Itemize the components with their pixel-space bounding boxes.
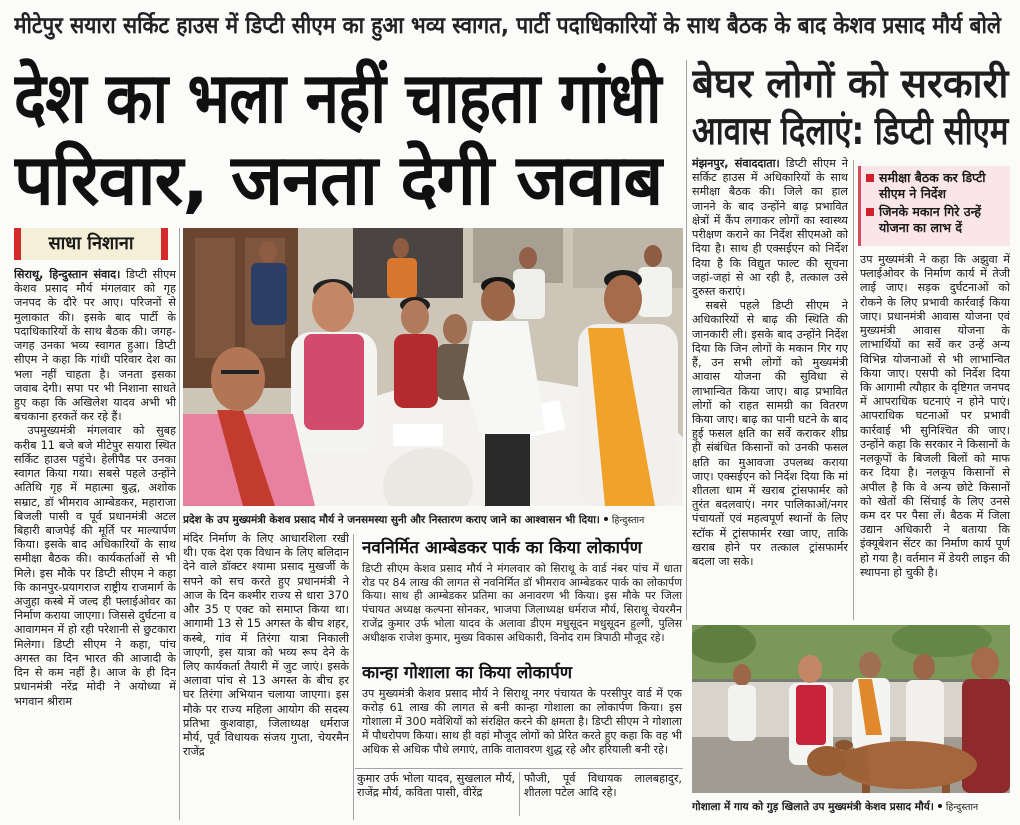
bullet-dot-icon bbox=[938, 804, 942, 808]
background-person-head bbox=[519, 247, 537, 269]
subheading-text: नवनिर्मित आम्बेडकर पार्क का किया लोकार्पण bbox=[362, 538, 642, 558]
second-story-column-2 bbox=[860, 253, 1010, 620]
highlight-text: समीक्षा बैठक कर डिप्टी सीएम ने निर्देश bbox=[879, 170, 986, 201]
person-head bbox=[443, 314, 467, 344]
highlight-item bbox=[866, 170, 1005, 201]
door-panel bbox=[195, 238, 235, 358]
person-head bbox=[481, 281, 515, 321]
section-tag-label: साधा निशाना bbox=[48, 233, 134, 254]
column-rule bbox=[519, 772, 520, 816]
person-head bbox=[798, 655, 822, 683]
paragraph-text: डिप्टी सीएम ने सर्किट हाउस में अधिकारियों के साथ समीक्षा बैठक की। जिले का हाल जानने के बाद उन्होंने बाढ़ प्रभावित क्षेत्रों में कैंप लगाकर लोगों का स्वास्थ्य परीक्षण कराने का निर्देश सीएमओ को दिया है। साथ ही एक्सईएन को निर्देश दिया है कि विद्युत फाल्ट की सूचना जहां-जहां से आ रही है, तत्काल उसे दुरुस्त कराएं। bbox=[692, 157, 848, 298]
dateline: सिराथू, हिन्दुस्तान संवाद। bbox=[14, 268, 121, 281]
square-bullet-icon bbox=[866, 208, 874, 216]
cow-head bbox=[807, 746, 847, 776]
banner-text: मीटेपुर सयारा सर्किट हाउस में डिप्टी सीएम का हुआ भव्य स्वागत, पार्टी पदाधिकारियों के साथ बैठक के बाद केशव प्रसाद मौर्य बोले bbox=[14, 13, 1002, 39]
headline-text: देश का भला नहीं चाहता गांधी bbox=[14, 57, 661, 139]
person-head bbox=[859, 652, 881, 678]
headline-text: बेघर लोगों को सरकारी bbox=[692, 61, 1009, 107]
goshala-body bbox=[362, 687, 682, 766]
person-kurta bbox=[906, 680, 944, 750]
ambedkar-park-heading bbox=[362, 535, 680, 561]
dateline: मंझनपुर, संवाददाता। bbox=[692, 157, 780, 170]
background-person-body bbox=[638, 267, 672, 317]
ambedkar-park-body bbox=[362, 562, 682, 656]
person-head bbox=[312, 282, 354, 332]
square-bullet-icon bbox=[866, 174, 874, 182]
highlight-item bbox=[866, 204, 1005, 235]
bullet-dot-icon bbox=[604, 517, 608, 521]
main-headline-line-1 bbox=[14, 56, 664, 140]
photo-credit: हिन्दुस्तान bbox=[611, 515, 645, 526]
column-rule bbox=[353, 534, 354, 820]
person-head bbox=[913, 654, 935, 680]
person-head bbox=[401, 300, 429, 334]
main-story-paragraph: कुमार उर्फ भोला यादव, सुखलाल मौर्य, राजेंद्र मौर्य, कविता पासी, वीरेंद्र bbox=[357, 772, 515, 800]
main-story-continuation-b bbox=[524, 772, 682, 816]
subheading-text: कान्हा गोशाला का किया लोकार्पण bbox=[362, 663, 573, 683]
person-vest bbox=[304, 334, 364, 430]
section-tag bbox=[14, 228, 168, 260]
sidebar-paragraph: डिप्टी सीएम केशव प्रसाद मौर्य ने मंगलवार को सिराथू के वार्ड नंबर पांच में धाता रोड पर 84 लाख की लागत से नवनिर्मित डॉ भीमराव आम्बेडकर पार्क का लोकार्पण किया। साथ ही आम्बेडकर प्रतिमा का अनावरण भी किया। इस मौके पर जिला पंचायत अध्यक्ष कल्पना सोनकर, भाजपा जिलाध्यक्ष धर्मराज मौर्य, सिराथू चेयरमैन राजेंद्र कुमार उर्फ भोला यादव के अलावा डीएम मधुसूदन मधुसूदन हुल्गी, पुलिस अधीक्षक राजेश कुमार, मुख्य विकास अधिकारी, विनोद राम त्रिपाठी मौजूद रहे। bbox=[362, 562, 682, 644]
cow-ear bbox=[835, 740, 853, 750]
photo-caption bbox=[183, 509, 683, 527]
sidebar-paragraph: उप मुख्यमंत्री केशव प्रसाद मौर्य ने सिराथू नगर पंचायत के परसीपुर वार्ड में एक करोड़ 61 लाख की लागत से बनी कान्हा गोशाला का लोकार्पण किया। इस गोशाला में 300 मवेशियों को संरक्षित करने की क्षमता है। डिप्टी सीएम ने गोशाला में पौधरोपण किया। साथ ही वहां मौजूद लोगों को प्रेरित करते हुए कहा कि वह भी अधिक से अधिक पौधे लगाएं, ताकि वातावरण शुद्ध रहे और हरियाली बनी रहे। bbox=[362, 687, 682, 756]
photo-public-hearing bbox=[183, 228, 683, 506]
goshala-heading bbox=[362, 660, 680, 686]
person-kurta bbox=[728, 685, 756, 741]
photo-credit: हिन्दुस्तान bbox=[945, 802, 979, 813]
background-person-head bbox=[393, 238, 409, 258]
highlights-box bbox=[858, 166, 1010, 246]
top-banner-strapline bbox=[14, 6, 1006, 46]
main-story-paragraph: उपमुख्यमंत्री मंगलवार को सुबह करीब 11 बजे बजे मीटेपुर सयारा स्थित सर्किट हाउस पहुंचे। हेलीपैड पर उनका स्वागत किया गया। सबसे पहले उन्होंने अतिथि गृह में महात्मा बुद्ध, अशोक सम्राट, डॉ भीमराव आम्बेडकर, महाराजा बिजली पासी व पूर्व प्रधानमंत्री अटल बिहारी बाजपेई की मूर्ति पर माल्यार्पण किया। इसके बाद अधिकारियों के साथ समीक्षा बैठक की। कार्यकर्ताओं से भी मिले। इस मौके पर डिप्टी सीएम ने कहा कि कानपुर-प्रयागराज राष्ट्रीय राजमार्ग के अजुहा कस्बे में जल्द ही फ्लाईओवर का निर्माण कराया जाएगा। जिससे दुर्घटना व आवागमन में हो रही परेशानी से छुटकारा मिलेगा। डिप्टी सीएम ने कहा, पांच अगस्त का दिन भारत की आजादी के दिन से कम नहीं है। आज के ही दिन प्रधानमंत्री नरेंद्र मोदी ने अयोध्या में भगवान श्रीराम bbox=[14, 424, 176, 708]
photo-caption bbox=[692, 796, 1010, 814]
person-glasses bbox=[221, 370, 259, 374]
person-head bbox=[604, 275, 642, 323]
headline-text: परिवार, जनता देगी जवाब bbox=[14, 139, 663, 221]
background-person-body bbox=[387, 258, 417, 298]
background-person-head bbox=[259, 241, 277, 263]
headline-text: आवास दिलाएं: डिप्टी सीएम bbox=[692, 109, 1009, 154]
caption-text-wrap bbox=[183, 511, 644, 527]
second-story-paragraph: सबसे पहले डिप्टी सीएम ने अधिकारियों से बाढ़ की स्थिति की जानकारी ली। इसके बाद उन्होंने निर्देश दिया कि जिन लोगों के मकान गिर गए हैं, उन सभी लोगों को मुख्यमंत्री आवास योजना की सुविधा से लाभान्वित किया जाए। बाढ़ प्रभावित लोगों को राहत सामग्री का वितरण किया जाए। बाढ़ का पानी घटने के बाद हुई फसल क्षति का सर्वे कराकर शीघ्र ही संबंधित किसानों को उनकी फसल क्षति का मुआवजा उपलब्ध कराया जाए। एक्सईएन को निर्देश दिया कि मां शीतला धाम में खराब ट्रांसफार्मर को तुरंत बदलवाएं। नगर पालिकाओं/नगर पंचायतों एवं महत्वपूर्ण स्थानों के लिए स्टॉक में ट्रांसफार्मर रखा जाए, ताकि खराब होने पर तत्काल ट्रांसफार्मर बदला जा सके। bbox=[692, 299, 848, 569]
highlight-text: जिनके मकान गिरे उन्हें योजना का लाभ दें bbox=[879, 204, 981, 235]
caption-text-wrap bbox=[692, 798, 978, 814]
second-story-column-1 bbox=[692, 157, 848, 620]
paragraph-text: डिप्टी सीएम केशव प्रसाद मौर्य मंगलवार को गृह जनपद के दौरे पर आए। परिजनों से मुलाकात की। इसके बाद पार्टी के पदाधिकारियों के साथ बैठक की। जगह-जगह उनका भव्य स्वागत हुआ। डिप्टी सीएम ने कहा कि गांधी परिवार देश का भला नहीं चाहता है। जनता इसका जवाब देगी। सपा पर भी निशाना साधते हुए कहा कि अखिलेश यादव अभी भी बचकाना हरकतें कर रहे हैं। bbox=[14, 268, 176, 424]
second-headline-line-1 bbox=[692, 60, 1010, 108]
background-person-body bbox=[251, 263, 287, 325]
second-story-paragraph bbox=[692, 157, 848, 299]
caption-text: प्रदेश के उप मुख्यमंत्री केशव प्रसाद मौर्य ने जनसमस्या सुनी और निस्तारण कराए जाने का आश्वासन भी दिया। bbox=[183, 514, 600, 526]
person-head bbox=[211, 347, 265, 411]
column-rule bbox=[179, 228, 180, 820]
background-person-head bbox=[644, 245, 662, 267]
main-story-column-1 bbox=[14, 268, 176, 818]
column-rule bbox=[853, 160, 854, 620]
main-headline-line-2 bbox=[14, 138, 664, 222]
main-story-paragraph bbox=[14, 268, 176, 424]
column-rule bbox=[686, 60, 687, 620]
caption-text: गोशाला में गाय को गुड़ खिलाते उप मुख्यमंत्री केशव प्रसाद मौर्य। bbox=[692, 801, 934, 813]
second-headline-line-2 bbox=[692, 108, 1010, 156]
main-story-paragraph: फौजी, पूर्व विधायक लालबहादुर, शीतला पटेल आदि रहे। bbox=[524, 772, 682, 800]
photo-goshala bbox=[692, 625, 1010, 793]
person-head bbox=[971, 647, 999, 679]
main-story-paragraph: मंदिर निर्माण के लिए आधारशिला रखी थी। एक देश एक विधान के लिए बलिदान देने वाले डॉक्टर श्यामा प्रसाद मुखर्जी के सपने को सच करते हुए प्रधानमंत्री ने आज के दिन कश्मीर राज्य से धारा 370 और 35 ए एक्ट को समाप्त किया था। आगामी 13 से 15 अगस्त के बीच शहर, कस्बे, गांव में तिरंगा यात्रा निकाली जाएगी, इस यात्रा को भव्य रूप देने के लिए कार्यकर्ता तैयारी में जुट जाएं। इसके अलावा पांच से 13 अगस्त के बीच हर घर तिरंगा अभियान चलाया जाएगा। इस मौके पर राज्य महिला आयोग की सदस्य प्रतिभा कुशवाहा, जिलाध्यक्ष धर्मराज मौर्य, पूर्व विधायक संजय गुप्ता, चेयरमैन राजेंद्र bbox=[183, 532, 349, 759]
papers bbox=[393, 424, 443, 446]
main-story-column-2 bbox=[183, 532, 349, 818]
person-vest bbox=[796, 685, 826, 745]
person-saree bbox=[394, 334, 438, 408]
main-story-continuation-a bbox=[357, 772, 515, 816]
person-head bbox=[733, 664, 751, 686]
background-person-body bbox=[513, 269, 545, 319]
section-rule bbox=[355, 768, 683, 769]
person-trousers bbox=[485, 434, 530, 506]
second-story-paragraph: उप मुख्यमंत्री ने कहा कि अझुवा में फ्लाईओवर के निर्माण कार्य में तेजी लाई जाए। सड़क दुर्घटनाओं को रोकने के लिए प्रभावी कार्रवाई किया जाए। प्रधानमंत्री आवास योजना एवं मुख्यमंत्री आवास योजना के लाभार्थियों का सर्वे कर उन्हें अन्य विभिन्न योजनाओं से भी लाभान्वित किया जाए। एसपी को निर्देश दिया कि आगामी त्यौहार के दृष्टिगत जनपद में आपराधिक घटनाएं न होने पाएं। आपराधिक घटनाओं पर प्रभावी कार्रवाई भी सुनिश्चित की जाए। उन्होंने कहा कि सरकार ने किसानों के नलकूपों के बिजली बिलों को माफ कर दिया है। नलकूप किसानों से अपील है कि वे अन्य छोटे किसानों को खेतों की सिंचाई के लिए उनसे कम दर पर पैसा लें। बैठक में जिला उद्यान अधिकारी ने बताया कि इंक्यूबेशन सेंटर का निर्माण कार्य पूर्ण हो गया है। वर्तमान में डेयरी लाइन की स्थापना हो चुकी है। bbox=[860, 253, 1010, 579]
